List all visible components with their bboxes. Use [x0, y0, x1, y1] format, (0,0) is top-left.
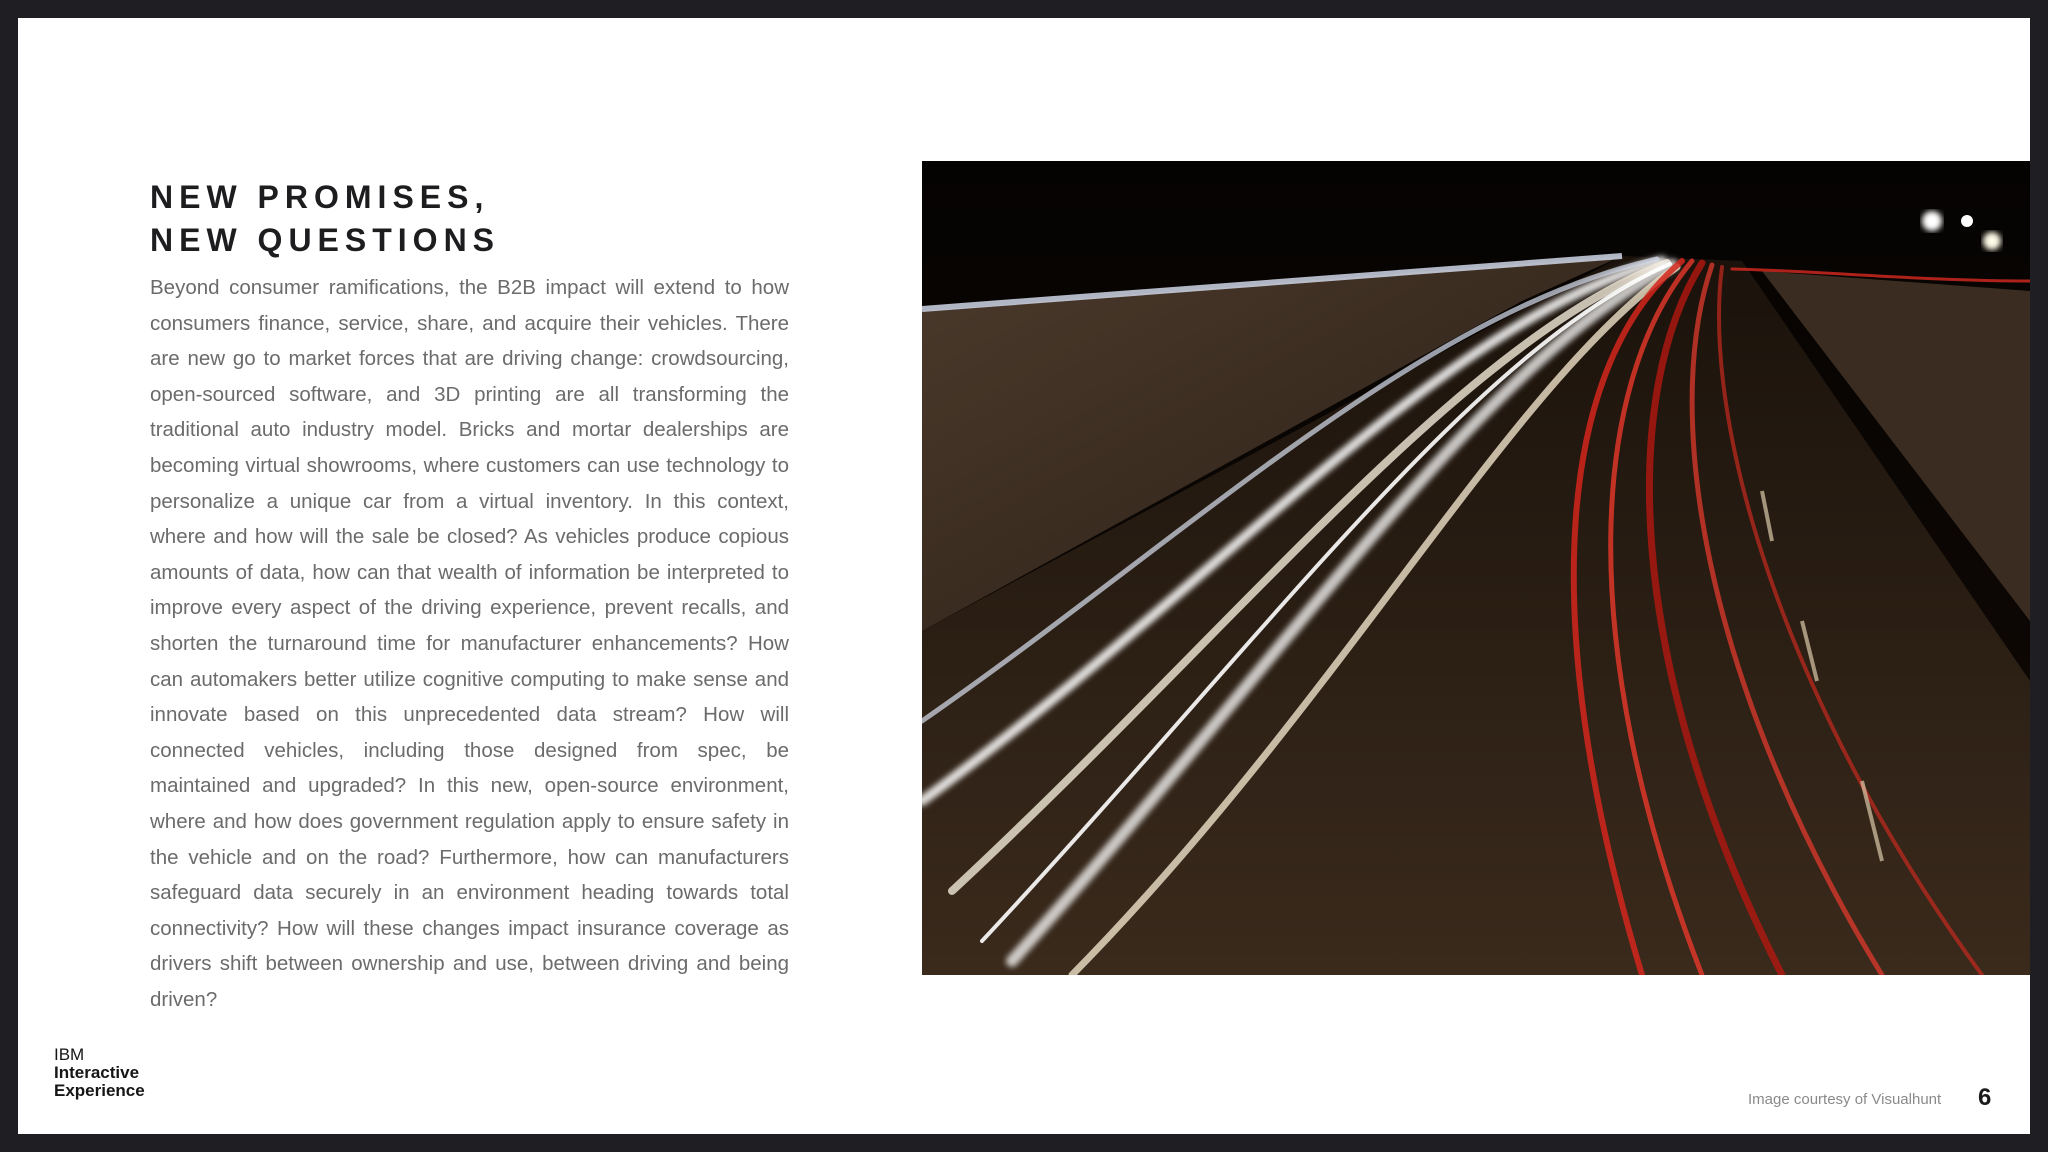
slide [18, 18, 2030, 1134]
logo-line-1: IBM [54, 1045, 85, 1064]
title-line-1: NEW PROMISES, [150, 179, 490, 215]
title-line-2: NEW QUESTIONS [150, 222, 501, 258]
logo-line-3: Experience [54, 1081, 145, 1100]
ibm-interactive-experience-logo [54, 1046, 145, 1100]
highway-light-trails-photo [922, 161, 2030, 975]
slide-title [150, 176, 500, 262]
body-paragraph: Beyond consumer ramifications, the B2B impact will extend to how consumers finance, service, share, and acquire their vehicles. There are new go to market forces that are driving change: crowdsourcing, open-sourced software, and 3D printing are all transforming the traditional auto industry model. Bricks and mortar dealerships are becoming virtual showrooms, where customers can use technology to personalize a unique car from a virtual inventory. In this context, where and how will the sale be closed? As vehicles produce copious amounts of data, how can that wealth of information be interpreted to improve every aspect of the driving experience, prevent recalls, and shorten the turnaround time for manufacturer enhancements? How can automakers better utilize cognitive computing to make sense and innovate based on this unprecedented data stream? How will connected vehicles, including those designed from spec, be maintained and upgraded? In this new, open-source environment, where and how does government regulation apply to ensure safety in the vehicle and on the road? Furthermore, how can manufacturers safeguard data securely in an environment heading towards total connectivity? How will these changes impact insurance coverage as drivers shift between ownership and use, between driving and being driven? [150, 276, 789, 1011]
photo-illustration [922, 161, 2030, 975]
page-number: 6 [1978, 1084, 1992, 1111]
image-credit: Image courtesy of Visualhunt [1748, 1091, 1942, 1108]
logo-line-2: Interactive [54, 1063, 140, 1082]
